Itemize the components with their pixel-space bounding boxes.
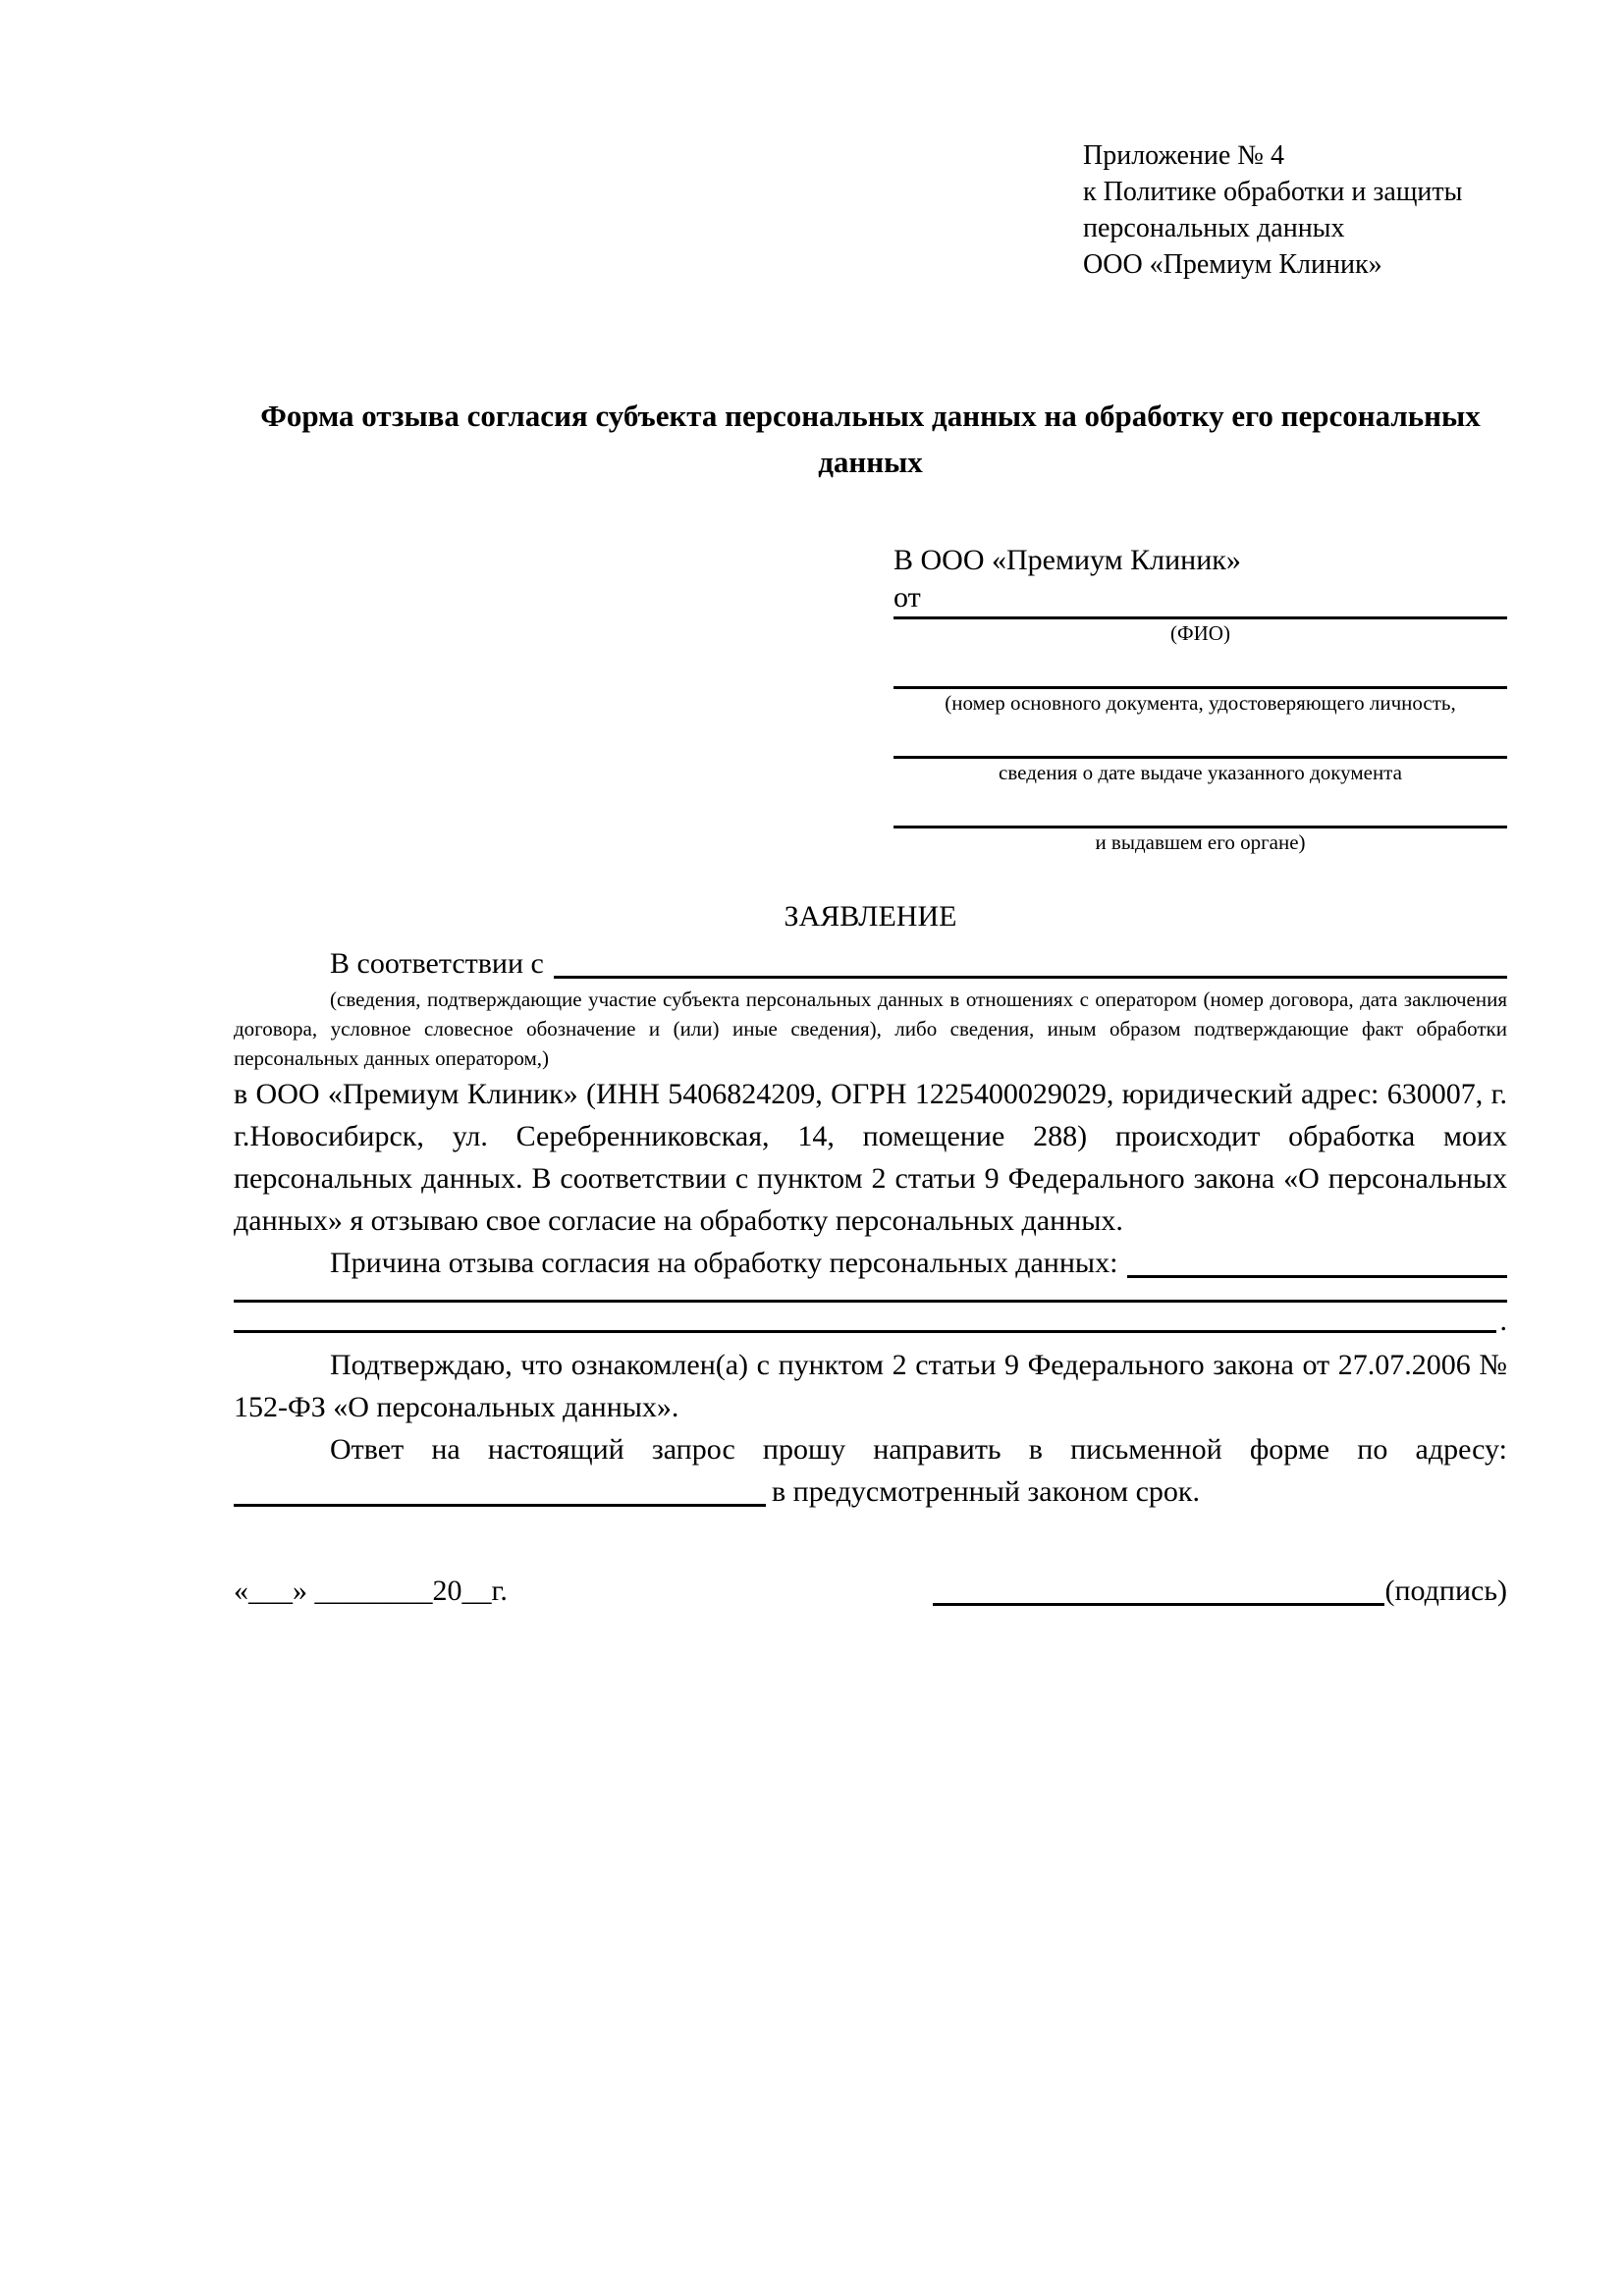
reason-terminator: .: [1499, 1305, 1507, 1337]
addressee-to: В ООО «Премиум Клиник»: [893, 544, 1241, 576]
signoff-row: [234, 1570, 1507, 1612]
date-blank: «___» ________20__г.: [234, 1575, 508, 1607]
fio-label: (ФИО): [1170, 621, 1230, 645]
reason-prefix: Причина отзыва согласия на обработку персональных данных:: [330, 1247, 1118, 1279]
document-number-field: [893, 686, 1507, 717]
statement-intro-line: [234, 942, 1507, 985]
appendix-line: к Политике обработки и защиты: [1083, 177, 1463, 207]
signature-group: [933, 1570, 1507, 1612]
intro-prefix: В соответствии с: [330, 947, 544, 980]
confirmation-paragraph: Подтверждаю, что ознакомлен(а) с пунктом 2 статьи 9 Федерального закона от 27.07.2006 № 152-ФЗ «О персональных данных».: [234, 1349, 1507, 1423]
issuing-authority-label: и выдавшем его органе): [1095, 830, 1306, 854]
statement-footnote: (сведения, подтверждающие участие субъекта персональных данных в отношениях с оператором (номер договора, дата заключения договора, условное словесное обозначение и (или) иные сведения), либо сведения, иным образом подтверждающие факт обработки персональных данных оператором,): [234, 988, 1507, 1070]
appendix-line: ООО «Премиум Клиник»: [1083, 249, 1382, 280]
reply-address-paragraph: Ответ на настоящий запрос прошу направить в письменной форме по адресу:: [330, 1433, 1507, 1466]
signature-label: (подпись): [1384, 1575, 1507, 1607]
signoff-spacer: [508, 1570, 933, 1612]
appendix-line: персональных данных: [1083, 213, 1345, 243]
statement-main-paragraph: в ООО «Премиум Клиник» (ИНН 5406824209, ОГРН 1225400029029, юридический адрес: 630007, г. г.Новосибирск, ул. Серебренниковская, 14, помещение 288) происходит обработка моих персональных данных. В соответствии с пунктом 2 статьи 9 Федерального закона «О персональных данных» я отзываю свое согласие на обработку персональных данных.: [234, 1078, 1507, 1237]
appendix-header: [1083, 137, 1507, 283]
document-number-label: (номер основного документа, удостоверяющего личность,: [945, 691, 1456, 715]
statement-heading: ЗАЯВЛЕНИЕ: [784, 900, 957, 933]
reason-fill-line-3-row: [234, 1303, 1507, 1339]
issuing-authority-field: [893, 826, 1507, 856]
addressee-from-label: от: [893, 581, 921, 614]
reply-address-fill-line: [234, 1470, 766, 1507]
addressee-block: [893, 542, 1507, 856]
appendix-line: Приложение № 4: [1083, 140, 1284, 171]
issue-date-field: [893, 756, 1507, 786]
document-title: Форма отзыва согласия субъекта персональных данных на обработку его персональных данных: [260, 399, 1481, 479]
reason-fill-line-3: [234, 1330, 1496, 1333]
issue-date-label: сведения о дате выдаче указанного документа: [999, 761, 1402, 784]
reason-fill-line-2: [234, 1284, 1507, 1303]
reply-suffix: в предусмотренный законом срок.: [772, 1475, 1200, 1508]
intro-fill-line: [554, 942, 1507, 979]
signature-fill-line: [933, 1570, 1384, 1606]
reply-address-row: [234, 1470, 1507, 1513]
reason-fill-line-1: [1127, 1242, 1507, 1278]
fio-field: [893, 616, 1507, 647]
withdrawal-reason-line: [234, 1242, 1507, 1284]
